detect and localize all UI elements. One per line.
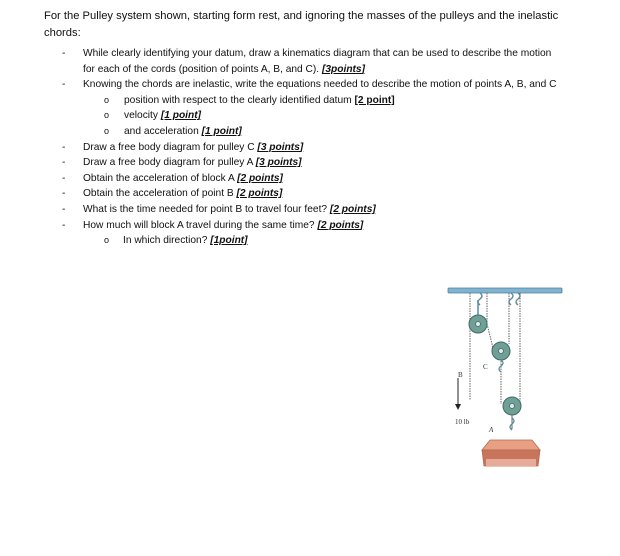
- list-item: [62, 155, 562, 171]
- item-text: While clearly identifying your datum, draw a kinematics diagram that can be used to describe the motion for each of the cords (position of points A, B, and C).: [83, 48, 552, 75]
- label-c: C: [483, 363, 488, 371]
- sub-list-item: [62, 233, 562, 249]
- dash-bullet: -: [62, 203, 66, 215]
- ceiling-beam: [448, 288, 562, 293]
- item-text: Draw a free body diagram for pulley C: [83, 141, 255, 153]
- question-list: [62, 46, 562, 249]
- circle-bullet: o: [104, 125, 110, 136]
- hook-icon: [509, 293, 513, 305]
- sub-item-text: In which direction?: [123, 235, 208, 247]
- list-item: [62, 186, 562, 202]
- list-item: [62, 218, 562, 234]
- points-label: [1 point]: [201, 125, 242, 137]
- pulley-diagram: [446, 282, 564, 472]
- points-label: [2 points]: [236, 188, 283, 200]
- label-b: B: [458, 371, 463, 379]
- sub-list-item: [62, 124, 562, 140]
- pulley-hub: [476, 322, 481, 327]
- circle-bullet: o: [104, 110, 110, 121]
- points-label: [3 points]: [257, 141, 304, 153]
- pulley-hub: [510, 404, 515, 409]
- list-item: [62, 46, 562, 77]
- sub-list-item: [62, 108, 562, 124]
- intro-paragraph: For the Pulley system shown, starting form rest, and ignoring the masses of the pulleys and the inelastic chords:: [44, 10, 559, 39]
- circle-bullet: o: [104, 94, 110, 105]
- label-a: A: [489, 426, 494, 434]
- points-label: [1 point]: [160, 110, 202, 122]
- points-label: [2 point]: [354, 94, 395, 106]
- dash-bullet: -: [62, 219, 66, 231]
- item-text: How much will block A travel during the same time?: [83, 219, 315, 231]
- points-label: [3points]: [321, 63, 365, 75]
- dash-bullet: -: [62, 172, 66, 184]
- sub-item-text: position with respect to the clearly identified datum: [124, 94, 352, 106]
- points-label: [2 points]: [317, 219, 364, 231]
- dash-bullet: -: [62, 79, 66, 91]
- dash-bullet: -: [62, 141, 66, 153]
- arrowhead-icon: [455, 404, 461, 410]
- list-item: [62, 77, 562, 93]
- item-text: Obtain the acceleration of point B: [83, 188, 234, 200]
- sub-item-text: and acceleration: [124, 125, 199, 137]
- pulley-hub: [499, 349, 504, 354]
- list-item: [62, 140, 562, 156]
- points-label: [3 points]: [255, 157, 302, 169]
- item-text: What is the time needed for point B to travel four feet?: [83, 203, 328, 215]
- item-text: Obtain the acceleration of block A: [83, 172, 235, 184]
- pulley-figure: [446, 282, 564, 472]
- block-a-top: [482, 440, 540, 450]
- dash-bullet: -: [62, 188, 66, 200]
- list-item: [62, 171, 562, 187]
- points-label: [1point]: [210, 235, 248, 247]
- list-item: [62, 202, 562, 218]
- item-text: Draw a free body diagram for pulley A: [83, 157, 253, 169]
- dash-bullet: -: [62, 48, 66, 59]
- sub-list-item: [62, 93, 562, 109]
- points-label: [2 points]: [329, 203, 376, 215]
- circle-bullet: o: [104, 235, 110, 246]
- item-text: Knowing the chords are inelastic, write the equations needed to describe the motion of points A, B, and C: [83, 79, 557, 91]
- dash-bullet: -: [62, 157, 66, 169]
- force-label: 10 lb: [455, 418, 470, 426]
- points-label: [2 points]: [237, 172, 283, 184]
- sub-item-text: velocity: [124, 110, 158, 122]
- hook-icon: [516, 293, 520, 305]
- block-a-shadow: [486, 459, 536, 467]
